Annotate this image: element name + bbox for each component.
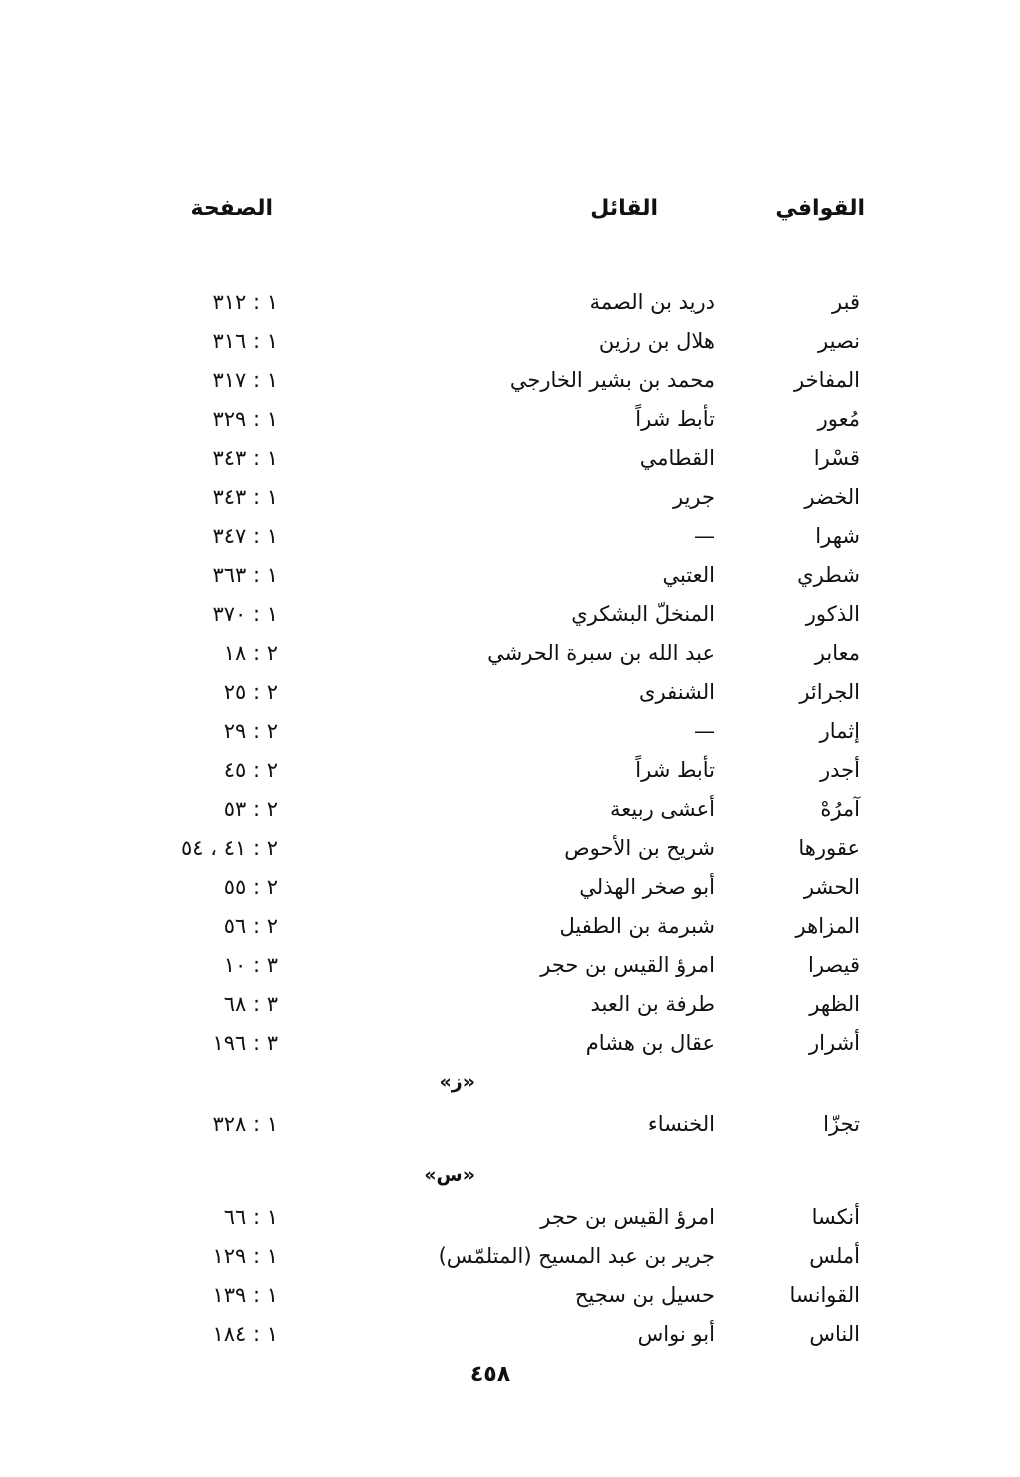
rhyme-word: أملس — [809, 1244, 860, 1268]
poet-name: امرؤ القيس بن حجر — [540, 1205, 715, 1229]
table-row — [0, 595, 1020, 634]
rhyme-word: إثمار — [819, 719, 860, 743]
poet-name: امرؤ القيس بن حجر — [540, 953, 715, 977]
page-reference: ١ : ٣٤٣ — [212, 485, 278, 509]
poet-name: تأبط شراً — [635, 407, 715, 431]
page-reference: ٣ : ١٠ — [223, 953, 278, 977]
table-row — [0, 361, 1020, 400]
rhyme-word: عقورها — [798, 836, 860, 860]
page-reference: ١ : ٣٢٨ — [212, 1112, 278, 1136]
page-reference: ١ : ٦٦ — [223, 1205, 278, 1229]
section-letter: «س» — [424, 1164, 475, 1186]
page-reference: ٢ : ٥٦ — [223, 914, 278, 938]
page-reference: ١ : ٣١٢ — [212, 290, 278, 314]
page-reference: ١ : ٣٢٩ — [212, 407, 278, 431]
rhyme-word: آمرُهْ — [820, 797, 860, 821]
rhyme-word: قيصرا — [807, 953, 860, 977]
section-spacer — [0, 1144, 1020, 1156]
poet-name: أبو نواس — [637, 1322, 715, 1346]
rhyme-word: قبر — [832, 290, 860, 314]
poet-name: — — [694, 719, 715, 743]
table-row — [0, 907, 1020, 946]
poet-name: العتبي — [662, 563, 715, 587]
rhyme-word: تجزّا — [823, 1112, 860, 1136]
poet-name: جرير بن عبد المسيح (المتلمّس) — [438, 1244, 715, 1268]
poet-name: هلال بن رزين — [598, 329, 715, 353]
page-reference: ٢ : ١٨ — [223, 641, 278, 665]
poet-name: طرفة بن العبد — [590, 992, 715, 1016]
table-row — [0, 400, 1020, 439]
column-header-page: الصفحة — [190, 196, 273, 221]
poet-name: شريح بن الأحوص — [564, 836, 715, 860]
rhyme-word: الظهر — [809, 992, 860, 1016]
column-header-poet: القائل — [590, 196, 658, 221]
poet-name: عبد الله بن سبرة الحرشي — [487, 641, 715, 665]
page-reference: ٢ : ٤٥ — [223, 758, 278, 782]
page-reference: ٣ : ١٩٦ — [212, 1031, 278, 1055]
table-row — [0, 517, 1020, 556]
page-reference: ٢ : ٥٥ — [223, 875, 278, 899]
poet-name: — — [694, 524, 715, 548]
table-row — [0, 712, 1020, 751]
column-header-rhymes: القوافي — [775, 196, 865, 221]
table-row — [0, 1237, 1020, 1276]
table-row — [0, 283, 1020, 322]
page-reference: ١ : ٣٧٠ — [212, 602, 278, 626]
poet-name: حسيل بن سجيح — [574, 1283, 715, 1307]
poet-name: شبرمة بن الطفيل — [559, 914, 715, 938]
table-row — [0, 634, 1020, 673]
page-reference: ٢ : ٢٩ — [223, 719, 278, 743]
table-row — [0, 790, 1020, 829]
section-heading-sin — [0, 1156, 1020, 1198]
rhyme-word: أشرار — [809, 1031, 860, 1055]
page-reference: ١ : ٣٤٣ — [212, 446, 278, 470]
poet-name: الشنفرى — [639, 680, 715, 704]
page-reference: ١ : ١٨٤ — [212, 1322, 278, 1346]
rhyme-word: القوانسا — [789, 1283, 860, 1307]
page-reference: ١ : ٣١٧ — [212, 368, 278, 392]
table-row — [0, 751, 1020, 790]
table-row — [0, 1024, 1020, 1063]
table-row — [0, 868, 1020, 907]
page-reference: ١ : ٣٦٣ — [212, 563, 278, 587]
rhyme-word: المفاخر — [794, 368, 860, 392]
poet-name: محمد بن بشير الخارجي — [509, 368, 715, 392]
rhyme-word: أنكسا — [811, 1205, 860, 1229]
rhyme-word: أجدر — [820, 758, 860, 782]
rhyme-word: شهرا — [815, 524, 860, 548]
table-row — [0, 673, 1020, 712]
rhyme-word: الجرائر — [799, 680, 860, 704]
poet-name: عقال بن هشام — [585, 1031, 715, 1055]
rhyme-word: المزاهر — [795, 914, 860, 938]
rhyme-word: الذكور — [805, 602, 860, 626]
table-row — [0, 478, 1020, 517]
index-entries — [0, 283, 1020, 1354]
table-row — [0, 439, 1020, 478]
table-row — [0, 556, 1020, 595]
poet-name: الخنساء — [647, 1112, 715, 1136]
table-row — [0, 1276, 1020, 1315]
table-row — [0, 985, 1020, 1024]
page-reference: ١ : ١٣٩ — [212, 1283, 278, 1307]
poet-name: جرير — [673, 485, 715, 509]
page-reference: ٢ : ٥٣ — [223, 797, 278, 821]
page-reference: ٢ : ٢٥ — [223, 680, 278, 704]
poet-name: دريد بن الصمة — [589, 290, 715, 314]
section-heading-zay — [0, 1063, 1020, 1105]
poet-name: أبو صخر الهذلي — [579, 875, 715, 899]
rhyme-word: الحشر — [803, 875, 860, 899]
poet-name: المنخلّ البشكري — [571, 602, 715, 626]
poet-name: القطامي — [639, 446, 715, 470]
rhyme-word: شطري — [797, 563, 860, 587]
rhyme-word: قسْرا — [813, 446, 860, 470]
rhyme-word: نصير — [818, 329, 860, 353]
table-row — [0, 1198, 1020, 1237]
page-reference: ١ : ٣١٦ — [212, 329, 278, 353]
poet-name: أعشى ربيعة — [610, 797, 715, 821]
rhyme-word: مُعور — [817, 407, 860, 431]
table-row — [0, 1105, 1020, 1144]
page-reference: ١ : ٣٤٧ — [212, 524, 278, 548]
page-reference: ٢ : ٤١ ، ٥٤ — [181, 836, 278, 860]
table-row — [0, 322, 1020, 361]
table-row — [0, 946, 1020, 985]
rhyme-word: معابر — [814, 641, 860, 665]
table-row — [0, 829, 1020, 868]
rhyme-word: الناس — [809, 1322, 860, 1346]
poet-name: تأبط شراً — [635, 758, 715, 782]
page-reference: ٣ : ٦٨ — [223, 992, 278, 1016]
page-number: ٤٥٨ — [469, 1362, 511, 1387]
table-row — [0, 1315, 1020, 1354]
section-letter: «ز» — [439, 1071, 475, 1093]
page-reference: ١ : ١٢٩ — [212, 1244, 278, 1268]
rhyme-word: الخضر — [804, 485, 860, 509]
